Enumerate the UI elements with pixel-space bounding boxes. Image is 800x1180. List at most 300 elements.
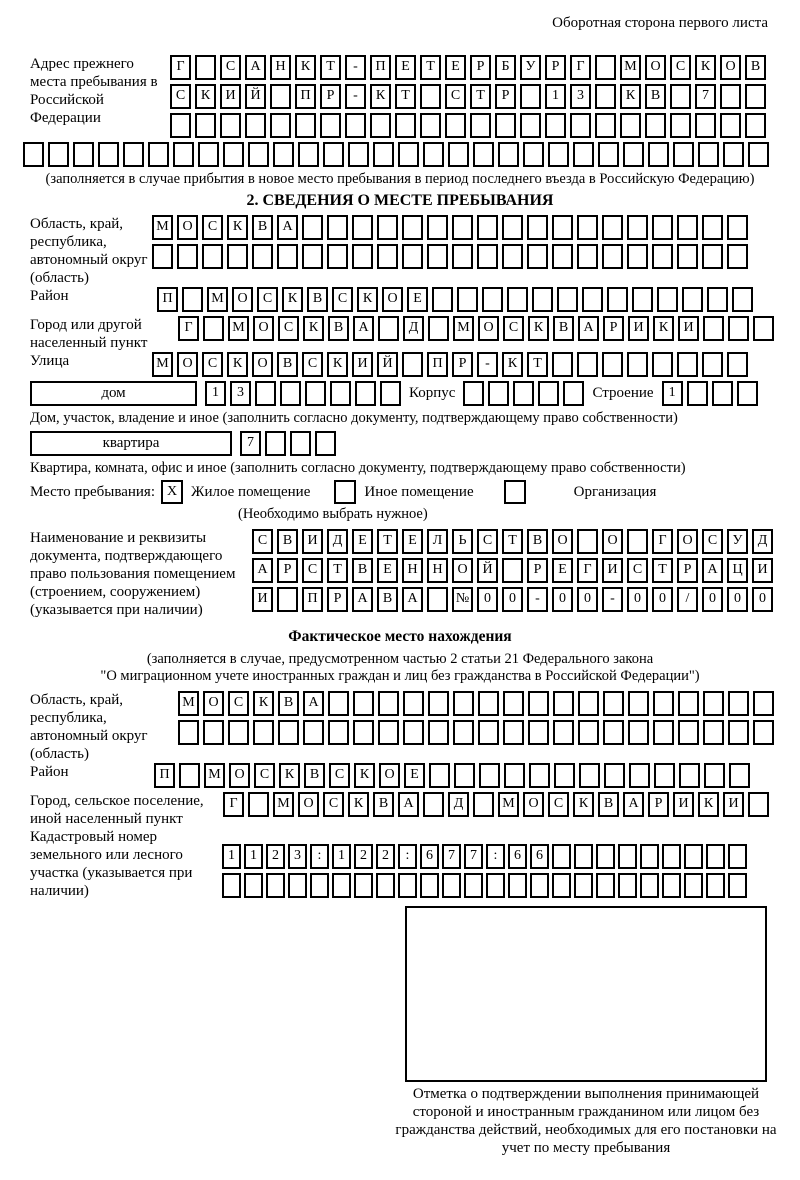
- char-cell[interactable]: [698, 142, 719, 167]
- char-cell[interactable]: [530, 873, 549, 898]
- char-cell[interactable]: [532, 287, 553, 312]
- char-cell[interactable]: [378, 316, 399, 341]
- char-cell[interactable]: /: [677, 587, 698, 612]
- char-cell[interactable]: [662, 873, 681, 898]
- char-cell[interactable]: [620, 113, 641, 138]
- char-cell[interactable]: Т: [420, 55, 441, 80]
- char-cell[interactable]: К: [357, 287, 378, 312]
- char-cell[interactable]: 1: [205, 381, 226, 406]
- char-cell[interactable]: [310, 873, 329, 898]
- char-cell[interactable]: [557, 287, 578, 312]
- char-cell[interactable]: [198, 142, 219, 167]
- char-cell[interactable]: [577, 352, 598, 377]
- char-cell[interactable]: [552, 215, 573, 240]
- char-cell[interactable]: [502, 558, 523, 583]
- char-cell[interactable]: [173, 142, 194, 167]
- char-cell[interactable]: В: [278, 691, 299, 716]
- char-cell[interactable]: [602, 244, 623, 269]
- char-cell[interactable]: [677, 352, 698, 377]
- char-cell[interactable]: [748, 792, 769, 817]
- char-cell[interactable]: [753, 691, 774, 716]
- char-cell[interactable]: [703, 691, 724, 716]
- char-cell[interactable]: [545, 113, 566, 138]
- char-cell[interactable]: В: [527, 529, 548, 554]
- char-cell[interactable]: П: [370, 55, 391, 80]
- char-cell[interactable]: [478, 720, 499, 745]
- char-cell[interactable]: Д: [752, 529, 773, 554]
- char-cell[interactable]: [98, 142, 119, 167]
- char-cell[interactable]: [477, 244, 498, 269]
- checkbox-residential[interactable]: X: [161, 480, 183, 504]
- char-cell[interactable]: Р: [320, 84, 341, 109]
- char-cell[interactable]: 6: [508, 844, 527, 869]
- char-cell[interactable]: К: [195, 84, 216, 109]
- char-cell[interactable]: С: [332, 287, 353, 312]
- char-cell[interactable]: [445, 113, 466, 138]
- char-cell[interactable]: [427, 587, 448, 612]
- char-cell[interactable]: [578, 720, 599, 745]
- char-cell[interactable]: Р: [648, 792, 669, 817]
- char-cell[interactable]: [704, 763, 725, 788]
- char-cell[interactable]: [563, 381, 584, 406]
- char-cell[interactable]: [498, 142, 519, 167]
- char-cell[interactable]: [702, 352, 723, 377]
- document-row-2[interactable]: [252, 558, 773, 583]
- char-cell[interactable]: [670, 84, 691, 109]
- char-cell[interactable]: [596, 844, 615, 869]
- char-cell[interactable]: [442, 873, 461, 898]
- char-cell[interactable]: [720, 113, 741, 138]
- char-cell[interactable]: О: [552, 529, 573, 554]
- char-cell[interactable]: [402, 215, 423, 240]
- char-cell[interactable]: О: [478, 316, 499, 341]
- char-cell[interactable]: [728, 691, 749, 716]
- char-cell[interactable]: С: [302, 558, 323, 583]
- char-cell[interactable]: А: [245, 55, 266, 80]
- char-cell[interactable]: К: [620, 84, 641, 109]
- char-cell[interactable]: [527, 215, 548, 240]
- char-cell[interactable]: У: [727, 529, 748, 554]
- char-cell[interactable]: С: [278, 316, 299, 341]
- char-cell[interactable]: [513, 381, 534, 406]
- char-cell[interactable]: К: [327, 352, 348, 377]
- char-cell[interactable]: [627, 215, 648, 240]
- char-cell[interactable]: [488, 381, 509, 406]
- char-cell[interactable]: [552, 244, 573, 269]
- region-2-row-1[interactable]: [178, 691, 774, 716]
- char-cell[interactable]: [202, 244, 223, 269]
- char-cell[interactable]: [348, 142, 369, 167]
- char-cell[interactable]: К: [282, 287, 303, 312]
- district-row[interactable]: [157, 287, 753, 312]
- char-cell[interactable]: [703, 720, 724, 745]
- char-cell[interactable]: -: [602, 587, 623, 612]
- city-2-row[interactable]: [223, 792, 769, 817]
- char-cell[interactable]: [228, 720, 249, 745]
- char-cell[interactable]: [623, 142, 644, 167]
- char-cell[interactable]: О: [252, 352, 273, 377]
- city-row[interactable]: [178, 316, 774, 341]
- char-cell[interactable]: М: [178, 691, 199, 716]
- char-cell[interactable]: [203, 316, 224, 341]
- char-cell[interactable]: С: [228, 691, 249, 716]
- char-cell[interactable]: [195, 113, 216, 138]
- char-cell[interactable]: К: [354, 763, 375, 788]
- char-cell[interactable]: [302, 244, 323, 269]
- char-cell[interactable]: [288, 873, 307, 898]
- char-cell[interactable]: С: [702, 529, 723, 554]
- char-cell[interactable]: [332, 873, 351, 898]
- char-cell[interactable]: В: [307, 287, 328, 312]
- char-cell[interactable]: Е: [377, 558, 398, 583]
- char-cell[interactable]: [574, 844, 593, 869]
- char-cell[interactable]: Р: [603, 316, 624, 341]
- char-cell[interactable]: [227, 244, 248, 269]
- char-cell[interactable]: [577, 215, 598, 240]
- char-cell[interactable]: Г: [577, 558, 598, 583]
- char-cell[interactable]: [203, 720, 224, 745]
- char-cell[interactable]: [603, 691, 624, 716]
- char-cell[interactable]: [305, 381, 326, 406]
- stroenie-cells[interactable]: [662, 381, 758, 406]
- char-cell[interactable]: [352, 244, 373, 269]
- char-cell[interactable]: [627, 529, 648, 554]
- char-cell[interactable]: 7: [464, 844, 483, 869]
- char-cell[interactable]: Р: [527, 558, 548, 583]
- house-number-cells[interactable]: [205, 381, 401, 406]
- char-cell[interactable]: А: [578, 316, 599, 341]
- char-cell[interactable]: [552, 352, 573, 377]
- char-cell[interactable]: [328, 691, 349, 716]
- char-cell[interactable]: [170, 113, 191, 138]
- char-cell[interactable]: В: [277, 529, 298, 554]
- char-cell[interactable]: [570, 113, 591, 138]
- char-cell[interactable]: [670, 113, 691, 138]
- char-cell[interactable]: [653, 691, 674, 716]
- char-cell[interactable]: [377, 244, 398, 269]
- char-cell[interactable]: [706, 844, 725, 869]
- char-cell[interactable]: [728, 873, 747, 898]
- char-cell[interactable]: [428, 720, 449, 745]
- char-cell[interactable]: [632, 287, 653, 312]
- char-cell[interactable]: П: [154, 763, 175, 788]
- char-cell[interactable]: [645, 113, 666, 138]
- char-cell[interactable]: Е: [445, 55, 466, 80]
- char-cell[interactable]: Т: [320, 55, 341, 80]
- char-cell[interactable]: Й: [477, 558, 498, 583]
- char-cell[interactable]: [182, 287, 203, 312]
- char-cell[interactable]: 1: [244, 844, 263, 869]
- char-cell[interactable]: [429, 763, 450, 788]
- char-cell[interactable]: [327, 215, 348, 240]
- char-cell[interactable]: В: [304, 763, 325, 788]
- char-cell[interactable]: В: [277, 352, 298, 377]
- char-cell[interactable]: [195, 55, 216, 80]
- char-cell[interactable]: [657, 287, 678, 312]
- char-cell[interactable]: [654, 763, 675, 788]
- char-cell[interactable]: 1: [332, 844, 351, 869]
- char-cell[interactable]: [727, 352, 748, 377]
- char-cell[interactable]: 2: [376, 844, 395, 869]
- char-cell[interactable]: К: [303, 316, 324, 341]
- char-cell[interactable]: [73, 142, 94, 167]
- char-cell[interactable]: [720, 84, 741, 109]
- char-cell[interactable]: [582, 287, 603, 312]
- char-cell[interactable]: С: [202, 215, 223, 240]
- char-cell[interactable]: М: [228, 316, 249, 341]
- char-cell[interactable]: О: [523, 792, 544, 817]
- char-cell[interactable]: [640, 844, 659, 869]
- char-cell[interactable]: К: [227, 352, 248, 377]
- char-cell[interactable]: О: [177, 352, 198, 377]
- char-cell[interactable]: -: [345, 84, 366, 109]
- char-cell[interactable]: И: [628, 316, 649, 341]
- char-cell[interactable]: [628, 720, 649, 745]
- char-cell[interactable]: [727, 215, 748, 240]
- char-cell[interactable]: И: [723, 792, 744, 817]
- char-cell[interactable]: [702, 244, 723, 269]
- char-cell[interactable]: О: [677, 529, 698, 554]
- char-cell[interactable]: К: [695, 55, 716, 80]
- char-cell[interactable]: [732, 287, 753, 312]
- char-cell[interactable]: [373, 142, 394, 167]
- char-cell[interactable]: [403, 691, 424, 716]
- char-cell[interactable]: 0: [477, 587, 498, 612]
- char-cell[interactable]: [330, 381, 351, 406]
- char-cell[interactable]: С: [503, 316, 524, 341]
- char-cell[interactable]: [355, 381, 376, 406]
- char-cell[interactable]: [723, 142, 744, 167]
- char-cell[interactable]: [248, 792, 269, 817]
- char-cell[interactable]: [652, 244, 673, 269]
- char-cell[interactable]: Т: [327, 558, 348, 583]
- char-cell[interactable]: [420, 873, 439, 898]
- char-cell[interactable]: И: [352, 352, 373, 377]
- char-cell[interactable]: [577, 529, 598, 554]
- prev-address-row-4[interactable]: [23, 142, 780, 167]
- char-cell[interactable]: [423, 142, 444, 167]
- cadastral-row-1[interactable]: [222, 844, 747, 869]
- char-cell[interactable]: С: [302, 352, 323, 377]
- char-cell[interactable]: Д: [403, 316, 424, 341]
- char-cell[interactable]: [423, 792, 444, 817]
- char-cell[interactable]: П: [302, 587, 323, 612]
- char-cell[interactable]: М: [498, 792, 519, 817]
- char-cell[interactable]: М: [152, 352, 173, 377]
- char-cell[interactable]: [470, 113, 491, 138]
- char-cell[interactable]: [573, 142, 594, 167]
- char-cell[interactable]: Й: [245, 84, 266, 109]
- char-cell[interactable]: [748, 142, 769, 167]
- char-cell[interactable]: [345, 113, 366, 138]
- char-cell[interactable]: [223, 142, 244, 167]
- char-cell[interactable]: [370, 113, 391, 138]
- char-cell[interactable]: [320, 113, 341, 138]
- char-cell[interactable]: [280, 381, 301, 406]
- char-cell[interactable]: [376, 873, 395, 898]
- char-cell[interactable]: [502, 244, 523, 269]
- region-row-2[interactable]: [152, 244, 748, 269]
- char-cell[interactable]: [244, 873, 263, 898]
- char-cell[interactable]: [452, 215, 473, 240]
- char-cell[interactable]: [602, 352, 623, 377]
- char-cell[interactable]: [595, 55, 616, 80]
- char-cell[interactable]: [729, 763, 750, 788]
- char-cell[interactable]: С: [329, 763, 350, 788]
- char-cell[interactable]: -: [527, 587, 548, 612]
- char-cell[interactable]: М: [620, 55, 641, 80]
- char-cell[interactable]: Т: [652, 558, 673, 583]
- char-cell[interactable]: О: [645, 55, 666, 80]
- char-cell[interactable]: [428, 691, 449, 716]
- char-cell[interactable]: [652, 352, 673, 377]
- char-cell[interactable]: [152, 244, 173, 269]
- char-cell[interactable]: [478, 691, 499, 716]
- char-cell[interactable]: [177, 244, 198, 269]
- char-cell[interactable]: [728, 316, 749, 341]
- char-cell[interactable]: [353, 720, 374, 745]
- char-cell[interactable]: [706, 873, 725, 898]
- char-cell[interactable]: [727, 244, 748, 269]
- char-cell[interactable]: [678, 691, 699, 716]
- char-cell[interactable]: [464, 873, 483, 898]
- char-cell[interactable]: Р: [545, 55, 566, 80]
- char-cell[interactable]: [687, 381, 708, 406]
- char-cell[interactable]: [323, 142, 344, 167]
- char-cell[interactable]: [737, 381, 758, 406]
- char-cell[interactable]: Г: [170, 55, 191, 80]
- char-cell[interactable]: 1: [545, 84, 566, 109]
- char-cell[interactable]: [695, 113, 716, 138]
- char-cell[interactable]: В: [377, 587, 398, 612]
- char-cell[interactable]: [277, 587, 298, 612]
- char-cell[interactable]: -: [477, 352, 498, 377]
- char-cell[interactable]: [507, 287, 528, 312]
- char-cell[interactable]: 1: [222, 844, 241, 869]
- char-cell[interactable]: Т: [470, 84, 491, 109]
- char-cell[interactable]: [728, 844, 747, 869]
- char-cell[interactable]: [652, 215, 673, 240]
- char-cell[interactable]: Ц: [727, 558, 748, 583]
- char-cell[interactable]: [527, 244, 548, 269]
- char-cell[interactable]: О: [203, 691, 224, 716]
- char-cell[interactable]: [504, 763, 525, 788]
- char-cell[interactable]: О: [720, 55, 741, 80]
- char-cell[interactable]: У: [520, 55, 541, 80]
- char-cell[interactable]: [677, 215, 698, 240]
- char-cell[interactable]: [220, 113, 241, 138]
- char-cell[interactable]: К: [279, 763, 300, 788]
- char-cell[interactable]: [222, 873, 241, 898]
- char-cell[interactable]: [673, 142, 694, 167]
- char-cell[interactable]: 7: [695, 84, 716, 109]
- prev-address-row-1[interactable]: [170, 55, 766, 80]
- char-cell[interactable]: 6: [530, 844, 549, 869]
- char-cell[interactable]: [315, 431, 336, 456]
- char-cell[interactable]: Г: [223, 792, 244, 817]
- char-cell[interactable]: [753, 720, 774, 745]
- char-cell[interactable]: В: [598, 792, 619, 817]
- char-cell[interactable]: А: [277, 215, 298, 240]
- char-cell[interactable]: С: [202, 352, 223, 377]
- char-cell[interactable]: А: [303, 691, 324, 716]
- char-cell[interactable]: А: [252, 558, 273, 583]
- prev-address-row-2[interactable]: [170, 84, 766, 109]
- char-cell[interactable]: [574, 873, 593, 898]
- char-cell[interactable]: В: [252, 215, 273, 240]
- char-cell[interactable]: Р: [495, 84, 516, 109]
- char-cell[interactable]: [503, 691, 524, 716]
- char-cell[interactable]: [553, 691, 574, 716]
- char-cell[interactable]: [354, 873, 373, 898]
- char-cell[interactable]: И: [252, 587, 273, 612]
- char-cell[interactable]: [463, 381, 484, 406]
- char-cell[interactable]: [604, 763, 625, 788]
- char-cell[interactable]: Б: [495, 55, 516, 80]
- char-cell[interactable]: [473, 792, 494, 817]
- char-cell[interactable]: М: [273, 792, 294, 817]
- char-cell[interactable]: Д: [448, 792, 469, 817]
- char-cell[interactable]: [648, 142, 669, 167]
- char-cell[interactable]: [328, 720, 349, 745]
- char-cell[interactable]: А: [353, 316, 374, 341]
- char-cell[interactable]: [457, 287, 478, 312]
- char-cell[interactable]: [728, 720, 749, 745]
- char-cell[interactable]: [554, 763, 575, 788]
- char-cell[interactable]: [602, 215, 623, 240]
- char-cell[interactable]: [148, 142, 169, 167]
- char-cell[interactable]: [290, 431, 311, 456]
- char-cell[interactable]: [486, 873, 505, 898]
- char-cell[interactable]: [607, 287, 628, 312]
- char-cell[interactable]: К: [295, 55, 316, 80]
- char-cell[interactable]: Е: [395, 55, 416, 80]
- char-cell[interactable]: О: [253, 316, 274, 341]
- char-cell[interactable]: Р: [277, 558, 298, 583]
- char-cell[interactable]: П: [427, 352, 448, 377]
- char-cell[interactable]: [679, 763, 700, 788]
- char-cell[interactable]: [245, 113, 266, 138]
- char-cell[interactable]: [677, 244, 698, 269]
- char-cell[interactable]: С: [548, 792, 569, 817]
- char-cell[interactable]: Е: [404, 763, 425, 788]
- char-cell[interactable]: [520, 113, 541, 138]
- char-cell[interactable]: С: [257, 287, 278, 312]
- char-cell[interactable]: А: [702, 558, 723, 583]
- char-cell[interactable]: [23, 142, 44, 167]
- char-cell[interactable]: 7: [442, 844, 461, 869]
- char-cell[interactable]: С: [323, 792, 344, 817]
- char-cell[interactable]: [627, 244, 648, 269]
- char-cell[interactable]: В: [553, 316, 574, 341]
- char-cell[interactable]: [629, 763, 650, 788]
- char-cell[interactable]: [255, 381, 276, 406]
- char-cell[interactable]: [508, 873, 527, 898]
- char-cell[interactable]: [596, 873, 615, 898]
- char-cell[interactable]: [753, 316, 774, 341]
- char-cell[interactable]: [454, 763, 475, 788]
- char-cell[interactable]: [598, 142, 619, 167]
- char-cell[interactable]: 0: [502, 587, 523, 612]
- char-cell[interactable]: Т: [395, 84, 416, 109]
- char-cell[interactable]: А: [402, 587, 423, 612]
- char-cell[interactable]: И: [678, 316, 699, 341]
- char-cell[interactable]: [453, 691, 474, 716]
- char-cell[interactable]: К: [227, 215, 248, 240]
- char-cell[interactable]: [378, 691, 399, 716]
- char-cell[interactable]: [427, 215, 448, 240]
- char-cell[interactable]: [479, 763, 500, 788]
